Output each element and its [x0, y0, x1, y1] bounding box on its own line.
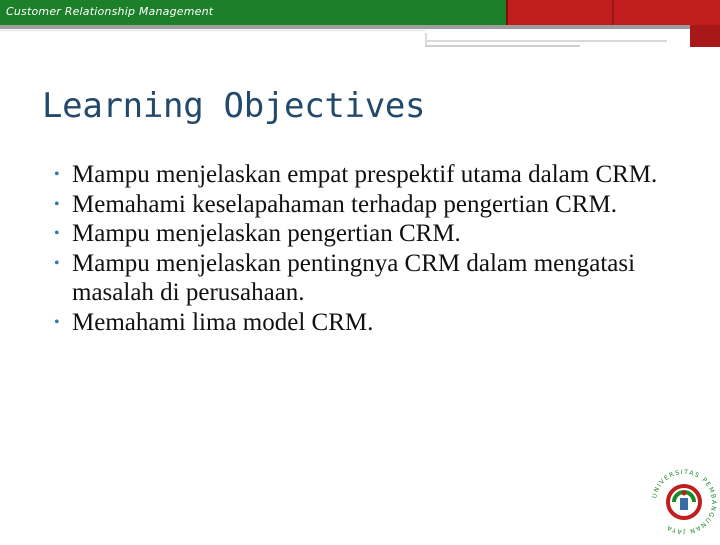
header-divider [612, 0, 614, 25]
list-item [54, 160, 694, 190]
decorative-rule [0, 30, 425, 31]
list-item [54, 308, 694, 338]
decorative-rule [425, 33, 427, 45]
list-item-text: Mampu menjelaskan pengertian CRM. [72, 220, 461, 247]
decorative-rule [425, 40, 667, 42]
bullet-icon: • [54, 195, 60, 213]
list-item-text: Memahami keselapahaman terhadap pengertian CRM. [72, 190, 617, 218]
list-item [54, 219, 694, 249]
list-item-text: Memahami lima model CRM. [72, 308, 374, 336]
header-underline [0, 25, 720, 29]
university-logo [648, 462, 720, 540]
list-item-text: Mampu menjelaskan pentingnya CRM dalam mengatasi masalah di perusahaan. [72, 249, 636, 306]
svg-text:UNIVERSITAS PEMBANGUNAN JAYA: UNIVERSITAS PEMBANGUNAN JAYA [651, 468, 718, 536]
decorative-rule [425, 45, 580, 47]
slide-title: Learning Objectives [42, 86, 426, 126]
university-logo-icon [648, 462, 720, 540]
header-title: Customer Relationship Management [6, 5, 214, 18]
header-band [0, 0, 720, 25]
bullet-icon: • [54, 254, 60, 272]
bullet-icon: • [54, 166, 60, 183]
objectives-list [54, 160, 694, 337]
header-corner-accent [690, 25, 720, 47]
bullet-icon: • [54, 225, 60, 242]
bullet-icon: • [54, 313, 60, 331]
header-divider [506, 0, 508, 25]
list-item [54, 249, 694, 308]
list-item-text: Mampu menjelaskan empat prespektif utama dalam CRM. [72, 161, 658, 188]
list-item [54, 190, 694, 220]
